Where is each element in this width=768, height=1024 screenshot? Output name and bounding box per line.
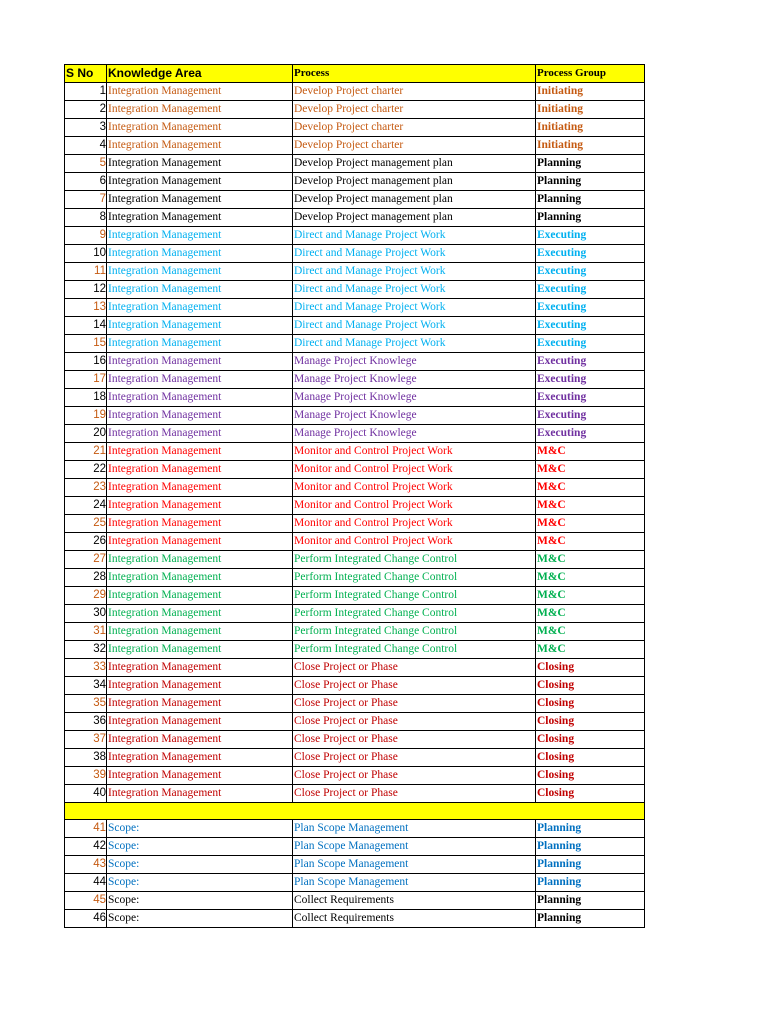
row-process: Monitor and Control Project Work	[293, 461, 536, 479]
row-process: Plan Scope Management	[293, 874, 536, 892]
row-knowledge-area: Integration Management	[107, 227, 293, 245]
row-sno: 8	[65, 209, 107, 227]
row-process: Close Project or Phase	[293, 659, 536, 677]
row-sno: 36	[65, 713, 107, 731]
row-sno: 16	[65, 353, 107, 371]
row-sno: 3	[65, 119, 107, 137]
table-row	[65, 892, 645, 910]
row-process: Develop Project charter	[293, 137, 536, 155]
row-knowledge-area: Integration Management	[107, 785, 293, 803]
row-sno: 28	[65, 569, 107, 587]
row-process: Develop Project management plan	[293, 155, 536, 173]
row-process: Develop Project management plan	[293, 173, 536, 191]
row-knowledge-area: Integration Management	[107, 569, 293, 587]
row-process: Manage Project Knowlege	[293, 389, 536, 407]
row-knowledge-area: Integration Management	[107, 353, 293, 371]
row-knowledge-area: Scope:	[107, 892, 293, 910]
row-knowledge-area: Scope:	[107, 838, 293, 856]
row-process-group: Planning	[536, 820, 645, 838]
table-row	[65, 569, 645, 587]
table-row	[65, 299, 645, 317]
row-process-group: Executing	[536, 281, 645, 299]
row-process: Direct and Manage Project Work	[293, 299, 536, 317]
row-knowledge-area: Integration Management	[107, 299, 293, 317]
row-knowledge-area: Integration Management	[107, 155, 293, 173]
row-process: Close Project or Phase	[293, 749, 536, 767]
row-process: Plan Scope Management	[293, 820, 536, 838]
table-row	[65, 659, 645, 677]
table-row	[65, 605, 645, 623]
table-row	[65, 83, 645, 101]
row-knowledge-area: Integration Management	[107, 605, 293, 623]
table-row	[65, 713, 645, 731]
table-row	[65, 910, 645, 928]
row-process: Manage Project Knowlege	[293, 371, 536, 389]
row-process: Plan Scope Management	[293, 856, 536, 874]
row-sno: 34	[65, 677, 107, 695]
table-row	[65, 767, 645, 785]
table-body	[65, 65, 645, 928]
row-process: Perform Integrated Change Control	[293, 551, 536, 569]
row-process: Develop Project management plan	[293, 191, 536, 209]
row-sno: 23	[65, 479, 107, 497]
table-row	[65, 209, 645, 227]
table-row	[65, 874, 645, 892]
table-row	[65, 443, 645, 461]
row-knowledge-area: Integration Management	[107, 533, 293, 551]
row-process: Direct and Manage Project Work	[293, 281, 536, 299]
row-process-group: Executing	[536, 371, 645, 389]
row-process-group: Closing	[536, 659, 645, 677]
header-sno: S No	[65, 65, 107, 83]
row-knowledge-area: Integration Management	[107, 677, 293, 695]
row-sno: 44	[65, 874, 107, 892]
row-knowledge-area: Integration Management	[107, 767, 293, 785]
row-process: Manage Project Knowlege	[293, 425, 536, 443]
table-row	[65, 856, 645, 874]
row-sno: 38	[65, 749, 107, 767]
row-process-group: Executing	[536, 299, 645, 317]
table-row	[65, 461, 645, 479]
row-process: Manage Project Knowlege	[293, 353, 536, 371]
table-row	[65, 551, 645, 569]
row-process-group: M&C	[536, 569, 645, 587]
row-sno: 27	[65, 551, 107, 569]
row-knowledge-area: Integration Management	[107, 245, 293, 263]
table-row	[65, 407, 645, 425]
header-row	[65, 65, 645, 83]
row-knowledge-area: Integration Management	[107, 281, 293, 299]
row-knowledge-area: Integration Management	[107, 641, 293, 659]
row-process-group: Closing	[536, 749, 645, 767]
row-process-group: Executing	[536, 389, 645, 407]
row-process-group: Planning	[536, 892, 645, 910]
row-knowledge-area: Integration Management	[107, 497, 293, 515]
separator-cell	[65, 803, 645, 820]
row-knowledge-area: Integration Management	[107, 515, 293, 533]
row-knowledge-area: Integration Management	[107, 551, 293, 569]
row-knowledge-area: Integration Management	[107, 263, 293, 281]
table-row	[65, 479, 645, 497]
row-process-group: Planning	[536, 874, 645, 892]
row-process: Perform Integrated Change Control	[293, 569, 536, 587]
row-process-group: Closing	[536, 767, 645, 785]
table-row	[65, 191, 645, 209]
row-process: Monitor and Control Project Work	[293, 443, 536, 461]
row-knowledge-area: Integration Management	[107, 659, 293, 677]
row-process-group: Initiating	[536, 83, 645, 101]
row-sno: 25	[65, 515, 107, 533]
row-process-group: Executing	[536, 425, 645, 443]
row-process: Develop Project management plan	[293, 209, 536, 227]
table-row	[65, 371, 645, 389]
row-knowledge-area: Integration Management	[107, 461, 293, 479]
row-process: Direct and Manage Project Work	[293, 245, 536, 263]
table-row	[65, 389, 645, 407]
row-process-group: Executing	[536, 353, 645, 371]
section-separator-row	[65, 803, 645, 820]
table-row	[65, 838, 645, 856]
row-process-group: M&C	[536, 479, 645, 497]
row-knowledge-area: Integration Management	[107, 335, 293, 353]
row-knowledge-area: Integration Management	[107, 119, 293, 137]
row-process: Develop Project charter	[293, 101, 536, 119]
row-knowledge-area: Integration Management	[107, 425, 293, 443]
table-row	[65, 353, 645, 371]
row-process: Plan Scope Management	[293, 838, 536, 856]
row-process-group: Closing	[536, 731, 645, 749]
row-knowledge-area: Integration Management	[107, 101, 293, 119]
row-process-group: Executing	[536, 317, 645, 335]
row-process-group: Planning	[536, 155, 645, 173]
row-knowledge-area: Integration Management	[107, 173, 293, 191]
row-knowledge-area: Integration Management	[107, 587, 293, 605]
row-sno: 46	[65, 910, 107, 928]
row-sno: 17	[65, 371, 107, 389]
row-knowledge-area: Integration Management	[107, 479, 293, 497]
row-process: Develop Project charter	[293, 119, 536, 137]
row-process: Close Project or Phase	[293, 695, 536, 713]
row-sno: 37	[65, 731, 107, 749]
row-knowledge-area: Integration Management	[107, 191, 293, 209]
table-row	[65, 731, 645, 749]
row-knowledge-area: Integration Management	[107, 623, 293, 641]
row-process-group: Initiating	[536, 137, 645, 155]
row-knowledge-area: Integration Management	[107, 713, 293, 731]
row-knowledge-area: Scope:	[107, 910, 293, 928]
table-row	[65, 425, 645, 443]
row-process-group: Planning	[536, 173, 645, 191]
row-process: Monitor and Control Project Work	[293, 479, 536, 497]
row-process-group: Executing	[536, 245, 645, 263]
row-sno: 30	[65, 605, 107, 623]
header-process-group: Process Group	[536, 65, 645, 83]
table-row	[65, 749, 645, 767]
row-sno: 13	[65, 299, 107, 317]
row-process-group: Initiating	[536, 101, 645, 119]
table-row	[65, 335, 645, 353]
row-knowledge-area: Integration Management	[107, 407, 293, 425]
row-knowledge-area: Integration Management	[107, 443, 293, 461]
row-sno: 6	[65, 173, 107, 191]
row-knowledge-area: Integration Management	[107, 209, 293, 227]
table-row	[65, 227, 645, 245]
row-sno: 2	[65, 101, 107, 119]
row-process: Perform Integrated Change Control	[293, 605, 536, 623]
row-sno: 45	[65, 892, 107, 910]
row-process-group: Executing	[536, 227, 645, 245]
row-process: Perform Integrated Change Control	[293, 623, 536, 641]
table-row	[65, 533, 645, 551]
header-process: Process	[293, 65, 536, 83]
row-process: Direct and Manage Project Work	[293, 317, 536, 335]
row-process: Direct and Manage Project Work	[293, 335, 536, 353]
table-row	[65, 101, 645, 119]
table-row	[65, 785, 645, 803]
table-row	[65, 245, 645, 263]
row-sno: 9	[65, 227, 107, 245]
row-process-group: M&C	[536, 515, 645, 533]
table-row	[65, 263, 645, 281]
table-row	[65, 641, 645, 659]
row-process: Manage Project Knowlege	[293, 407, 536, 425]
row-process: Perform Integrated Change Control	[293, 587, 536, 605]
row-process-group: M&C	[536, 623, 645, 641]
table-row	[65, 515, 645, 533]
row-process-group: M&C	[536, 605, 645, 623]
row-process-group: M&C	[536, 641, 645, 659]
row-sno: 21	[65, 443, 107, 461]
row-process-group: Initiating	[536, 119, 645, 137]
row-sno: 40	[65, 785, 107, 803]
row-process-group: Planning	[536, 209, 645, 227]
row-sno: 20	[65, 425, 107, 443]
row-process-group: Closing	[536, 677, 645, 695]
row-sno: 35	[65, 695, 107, 713]
process-table	[64, 64, 645, 928]
row-process: Monitor and Control Project Work	[293, 533, 536, 551]
row-sno: 22	[65, 461, 107, 479]
row-sno: 5	[65, 155, 107, 173]
row-process-group: Planning	[536, 838, 645, 856]
row-process-group: Closing	[536, 785, 645, 803]
table-row	[65, 695, 645, 713]
table-row	[65, 317, 645, 335]
row-sno: 1	[65, 83, 107, 101]
row-sno: 7	[65, 191, 107, 209]
row-knowledge-area: Integration Management	[107, 695, 293, 713]
row-sno: 32	[65, 641, 107, 659]
row-process-group: M&C	[536, 533, 645, 551]
row-knowledge-area: Integration Management	[107, 137, 293, 155]
row-process: Monitor and Control Project Work	[293, 515, 536, 533]
table-row	[65, 497, 645, 515]
row-process-group: Executing	[536, 335, 645, 353]
row-process-group: Closing	[536, 713, 645, 731]
row-knowledge-area: Integration Management	[107, 317, 293, 335]
row-sno: 19	[65, 407, 107, 425]
row-process-group: Closing	[536, 695, 645, 713]
row-process: Direct and Manage Project Work	[293, 263, 536, 281]
row-knowledge-area: Integration Management	[107, 371, 293, 389]
table-row	[65, 587, 645, 605]
table-row	[65, 623, 645, 641]
row-sno: 15	[65, 335, 107, 353]
row-process-group: Planning	[536, 910, 645, 928]
row-sno: 42	[65, 838, 107, 856]
row-process-group: M&C	[536, 551, 645, 569]
row-process: Close Project or Phase	[293, 713, 536, 731]
row-knowledge-area: Integration Management	[107, 749, 293, 767]
row-process: Monitor and Control Project Work	[293, 497, 536, 515]
table-row	[65, 155, 645, 173]
row-process: Close Project or Phase	[293, 731, 536, 749]
row-process: Collect Requirements	[293, 892, 536, 910]
row-process: Close Project or Phase	[293, 785, 536, 803]
table-row	[65, 677, 645, 695]
row-knowledge-area: Scope:	[107, 856, 293, 874]
row-sno: 39	[65, 767, 107, 785]
row-process: Close Project or Phase	[293, 767, 536, 785]
row-knowledge-area: Integration Management	[107, 389, 293, 407]
row-knowledge-area: Integration Management	[107, 83, 293, 101]
table-row	[65, 281, 645, 299]
row-sno: 29	[65, 587, 107, 605]
row-sno: 33	[65, 659, 107, 677]
row-knowledge-area: Integration Management	[107, 731, 293, 749]
row-sno: 10	[65, 245, 107, 263]
row-process-group: Planning	[536, 856, 645, 874]
row-sno: 18	[65, 389, 107, 407]
row-process-group: M&C	[536, 587, 645, 605]
row-process-group: Executing	[536, 407, 645, 425]
table-row	[65, 137, 645, 155]
row-sno: 4	[65, 137, 107, 155]
row-process: Collect Requirements	[293, 910, 536, 928]
row-sno: 24	[65, 497, 107, 515]
table-row	[65, 820, 645, 838]
row-process: Develop Project charter	[293, 83, 536, 101]
row-sno: 26	[65, 533, 107, 551]
row-process-group: Planning	[536, 191, 645, 209]
table-row	[65, 119, 645, 137]
row-sno: 43	[65, 856, 107, 874]
row-knowledge-area: Scope:	[107, 874, 293, 892]
row-process-group: M&C	[536, 461, 645, 479]
header-knowledge-area: Knowledge Area	[107, 65, 293, 83]
row-sno: 11	[65, 263, 107, 281]
row-process: Perform Integrated Change Control	[293, 641, 536, 659]
table-row	[65, 173, 645, 191]
row-knowledge-area: Scope:	[107, 820, 293, 838]
row-sno: 14	[65, 317, 107, 335]
row-process-group: Executing	[536, 263, 645, 281]
row-sno: 12	[65, 281, 107, 299]
row-sno: 41	[65, 820, 107, 838]
row-process-group: M&C	[536, 497, 645, 515]
row-process-group: M&C	[536, 443, 645, 461]
row-process: Close Project or Phase	[293, 677, 536, 695]
row-sno: 31	[65, 623, 107, 641]
row-process: Direct and Manage Project Work	[293, 227, 536, 245]
